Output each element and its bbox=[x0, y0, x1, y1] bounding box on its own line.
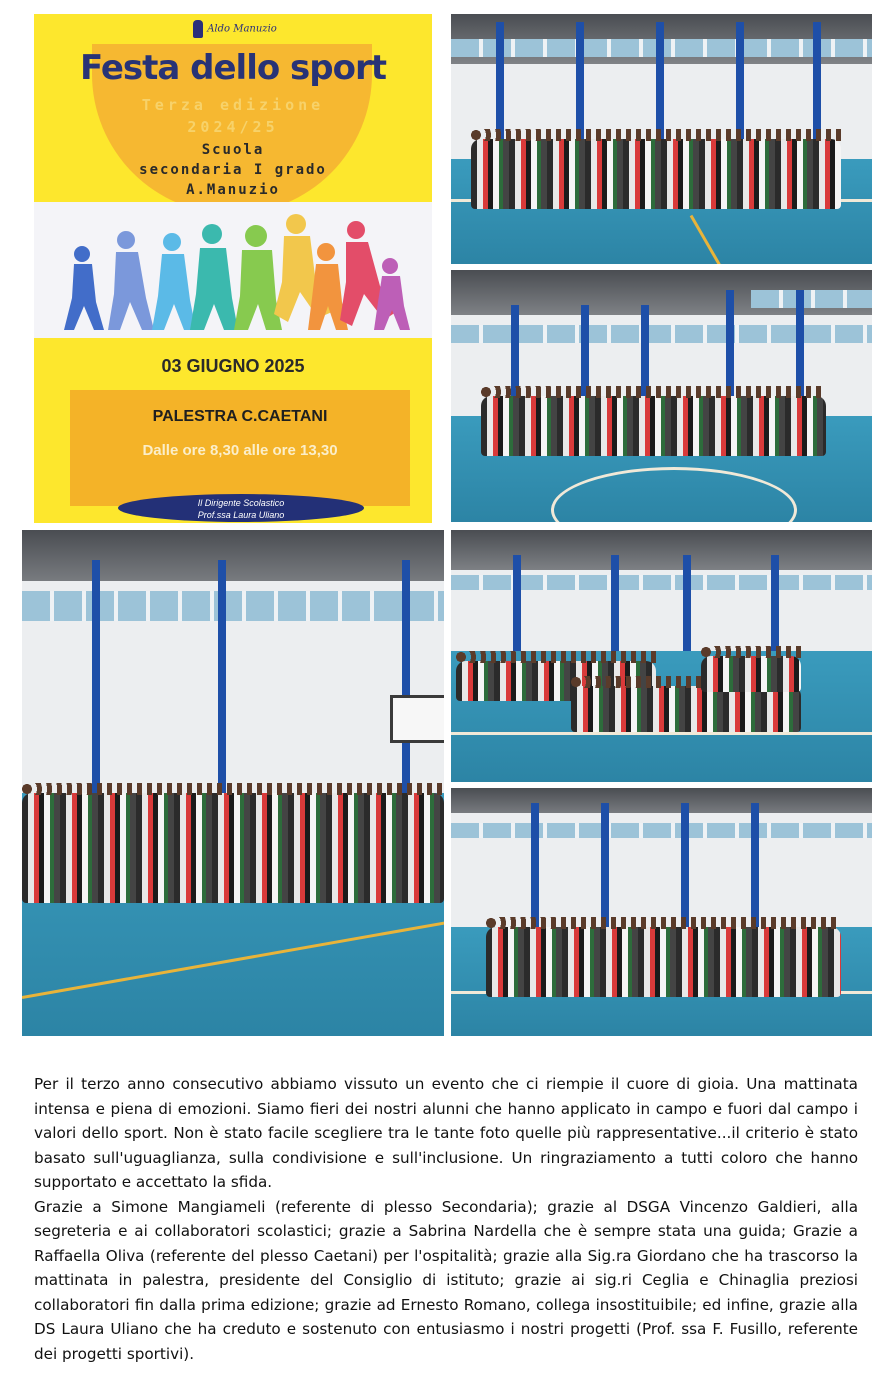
event-hours: Dalle ore 8,30 alle ore 13,30 bbox=[142, 442, 338, 459]
event-venue: PALESTRA C.CAETANI bbox=[152, 408, 328, 425]
poster-school: Scuola secondaria I grado A.Manuzio bbox=[139, 142, 327, 198]
basketball-hoop bbox=[390, 695, 444, 743]
event-date: 03 GIUGNO 2025 bbox=[161, 356, 305, 376]
article-paragraph-2: Grazie a Simone Mangiameli (referente di plesso Secondaria); grazie al DSGA Vincenzo Galdieri, alla segreteria e ai collaboratori scolastici; grazie a Sabrina Nardella che è sempre stata una guida; Grazie a Raffaella Oliva (referente del plesso Caetani) per l'ospitalità; grazie alla Sig.ra Giordano che ha trascorso la mattinata in palestra, presidente del Consiglio di istituto; grazie ai sig.ri Ceglia e Chinaglia preziosi collaboratori fin dalla prima edizione; grazie ad Ernesto Romano, collega insostituibile; ed infine, grazie alla DS Laura Uliano che ha creduto e sostenuto con entusiasmo i nostri progetti (Prof. ssa F. Fusillo, referente dei progetti sportivi). bbox=[34, 1197, 858, 1363]
venue-box bbox=[70, 390, 410, 506]
athletes-illustration bbox=[34, 202, 432, 338]
signature-badge: Il Dirigente Scolastico Prof.ssa Laura Uliano bbox=[118, 494, 364, 522]
article-paragraph-1: Per il terzo anno consecutivo abbiamo vissuto un evento che ci riempie il cuore di gioia. Una mattinata intensa e piena di emozioni. Siamo fieri dei nostri alunni che hanno applicato in campo e fuori dal campo i valori dello sport. Non è stato facile scegliere tra le tante foto quelle più rappresentative...il criterio è stato basato sull'uguaglianza, sulla condivisione e sull'inclusione. Un ringraziamento a tutti coloro che hanno supportato e accettato la sfida. bbox=[34, 1075, 858, 1191]
photo-group-5 bbox=[451, 788, 872, 1036]
photo-group-3 bbox=[22, 530, 444, 1036]
photo-group-1 bbox=[451, 14, 872, 264]
photo-group-4 bbox=[451, 530, 872, 782]
event-poster bbox=[22, 14, 442, 523]
poster-footer bbox=[34, 338, 432, 523]
poster-title: Festa dello sport bbox=[79, 48, 387, 88]
photo-group-2 bbox=[451, 270, 872, 522]
school-logo: Aldo Manuzio bbox=[34, 20, 432, 38]
article-text bbox=[34, 1072, 858, 1366]
poster-year: 2024/25 bbox=[187, 118, 279, 136]
poster-edition: Terza edizione bbox=[141, 96, 325, 114]
logo-icon bbox=[193, 20, 203, 38]
poster-header bbox=[34, 14, 432, 202]
